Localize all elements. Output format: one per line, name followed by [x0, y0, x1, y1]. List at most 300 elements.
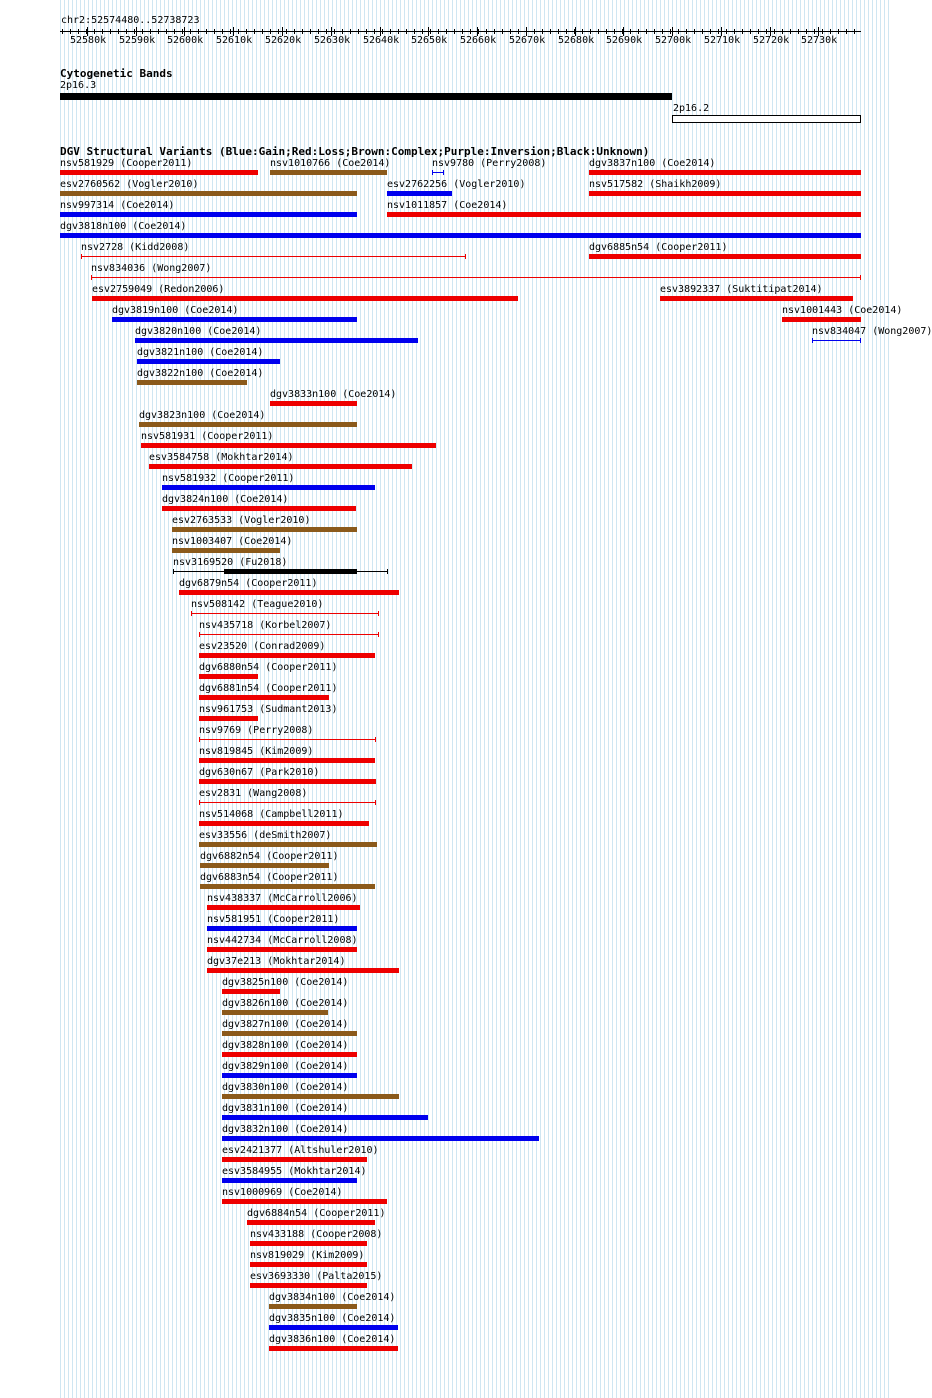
- variant-bar: [224, 569, 357, 574]
- variant-label: dgv3837n100 (Coe2014): [589, 158, 716, 169]
- grid-line: [356, 0, 357, 1398]
- grid-line: [784, 0, 785, 1398]
- ruler-minor-tick: [614, 29, 615, 34]
- variant-label: esv3584758 (Mokhtar2014): [149, 452, 294, 463]
- grid-line: [840, 0, 841, 1398]
- variant-bar: [222, 989, 280, 994]
- ruler-minor-tick: [494, 29, 495, 34]
- ruler-minor-tick: [302, 29, 303, 34]
- grid-line: [752, 0, 753, 1398]
- variant-label: esv33556 (deSmith2007): [199, 830, 332, 841]
- variant-bar: [139, 422, 357, 427]
- ruler-tick-label: 52670k: [509, 35, 546, 46]
- ruler-minor-tick: [422, 29, 423, 34]
- grid-line: [764, 0, 765, 1398]
- grid-line: [668, 0, 669, 1398]
- variant-bar: [172, 527, 357, 532]
- variant-end-tick: [375, 800, 376, 805]
- ruler-minor-tick: [230, 29, 231, 34]
- variant-label: dgv630n67 (Park2010): [199, 767, 320, 778]
- ruler-minor-tick: [174, 29, 175, 34]
- variant-end-tick: [432, 170, 433, 175]
- variant-label: dgv3831n100 (Coe2014): [222, 1103, 349, 1114]
- variant-label: nsv508142 (Teague2010): [191, 599, 324, 610]
- grid-line: [612, 0, 613, 1398]
- ruler-minor-tick: [222, 29, 223, 34]
- grid-line: [776, 0, 777, 1398]
- variant-label: nsv581932 (Cooper2011): [162, 473, 295, 484]
- variant-bar: [112, 317, 357, 322]
- ruler-minor-tick: [294, 29, 295, 34]
- grid-line: [512, 0, 513, 1398]
- ruler-tick-label: 52720k: [753, 35, 790, 46]
- ruler-minor-tick: [606, 29, 607, 34]
- grid-line: [836, 0, 837, 1398]
- grid-line: [344, 0, 345, 1398]
- ruler-minor-tick: [278, 29, 279, 34]
- variant-label: esv3584955 (Mokhtar2014): [222, 1166, 367, 1177]
- ruler-minor-tick: [630, 29, 631, 34]
- variant-end-tick: [199, 800, 200, 805]
- variant-bar: [60, 233, 861, 238]
- variant-bar: [135, 338, 418, 343]
- variant-end-tick: [860, 275, 861, 280]
- grid-line: [796, 0, 797, 1398]
- ruler-minor-tick: [854, 29, 855, 34]
- grid-line: [564, 0, 565, 1398]
- cytoband-label: 2p16.2: [673, 103, 710, 114]
- ruler-minor-tick: [750, 29, 751, 34]
- grid-line: [740, 0, 741, 1398]
- ruler-minor-tick: [782, 29, 783, 34]
- grid-line: [624, 0, 625, 1398]
- grid-line: [548, 0, 549, 1398]
- grid-line: [676, 0, 677, 1398]
- ruler-minor-tick: [558, 29, 559, 34]
- ruler-minor-tick: [158, 29, 159, 34]
- ruler-tick-label: 52610k: [216, 35, 253, 46]
- grid-line: [692, 0, 693, 1398]
- variant-line: [199, 634, 379, 635]
- grid-line: [352, 0, 353, 1398]
- variant-bar: [250, 1283, 367, 1288]
- variant-label: nsv517582 (Shaikh2009): [589, 179, 722, 190]
- grid-line: [552, 0, 553, 1398]
- grid-line: [756, 0, 757, 1398]
- variant-end-tick: [812, 338, 813, 343]
- variant-bar: [589, 191, 861, 196]
- variant-end-tick: [443, 170, 444, 175]
- grid-line: [644, 0, 645, 1398]
- variant-bar: [207, 905, 360, 910]
- ruler-minor-tick: [582, 29, 583, 34]
- variant-bar: [199, 758, 375, 763]
- ruler-minor-tick: [662, 29, 663, 34]
- variant-bar: [199, 716, 258, 721]
- grid-line: [876, 0, 877, 1398]
- grid-line: [576, 0, 577, 1398]
- variant-bar: [199, 674, 258, 679]
- variant-label: dgv6880n54 (Cooper2011): [199, 662, 338, 673]
- variant-label: esv3693330 (Palta2015): [250, 1271, 383, 1282]
- grid-line: [640, 0, 641, 1398]
- ruler-tick-label: 52690k: [606, 35, 643, 46]
- variant-line: [812, 340, 861, 341]
- grid-line: [792, 0, 793, 1398]
- variant-bar: [162, 485, 375, 490]
- ruler-minor-tick: [718, 29, 719, 34]
- variant-bar: [179, 590, 399, 595]
- variant-bar: [589, 170, 861, 175]
- grid-line: [516, 0, 517, 1398]
- grid-line: [724, 0, 725, 1398]
- variant-bar: [222, 1178, 357, 1183]
- ruler-tick-label: 52590k: [119, 35, 156, 46]
- ruler-minor-tick: [798, 29, 799, 34]
- ruler-minor-tick: [462, 29, 463, 34]
- grid-line: [828, 0, 829, 1398]
- grid-line: [656, 0, 657, 1398]
- grid-line: [632, 0, 633, 1398]
- grid-line: [508, 0, 509, 1398]
- grid-line: [844, 0, 845, 1398]
- ruler-minor-tick: [846, 29, 847, 34]
- grid-line: [652, 0, 653, 1398]
- ruler-minor-tick: [646, 29, 647, 34]
- variant-bar: [222, 1199, 387, 1204]
- ruler-minor-tick: [766, 29, 767, 34]
- ruler-minor-tick: [438, 29, 439, 34]
- grid-line: [636, 0, 637, 1398]
- variant-label: dgv3820n100 (Coe2014): [135, 326, 262, 337]
- variant-bar: [60, 170, 258, 175]
- variant-bar: [250, 1241, 367, 1246]
- variant-label: nsv435718 (Korbel2007): [199, 620, 332, 631]
- ruler-minor-tick: [62, 29, 63, 34]
- grid-line: [864, 0, 865, 1398]
- ruler-minor-tick: [254, 29, 255, 34]
- variant-end-tick: [199, 632, 200, 637]
- grid-line: [812, 0, 813, 1398]
- ruler-minor-tick: [758, 29, 759, 34]
- grid-line: [620, 0, 621, 1398]
- grid-line: [596, 0, 597, 1398]
- grid-line: [380, 0, 381, 1398]
- variant-label: dgv3832n100 (Coe2014): [222, 1124, 349, 1135]
- ruler-minor-tick: [550, 29, 551, 34]
- variant-line: [81, 256, 466, 257]
- ruler-minor-tick: [486, 29, 487, 34]
- grid-line: [556, 0, 557, 1398]
- ruler-minor-tick: [790, 29, 791, 34]
- variant-line: [199, 739, 376, 740]
- variant-bar: [269, 1346, 398, 1351]
- ruler-minor-tick: [742, 29, 743, 34]
- ruler-minor-tick: [246, 29, 247, 34]
- variant-label: dgv3823n100 (Coe2014): [139, 410, 266, 421]
- grid-line: [376, 0, 377, 1398]
- grid-line: [524, 0, 525, 1398]
- ruler-minor-tick: [350, 29, 351, 34]
- grid-line: [684, 0, 685, 1398]
- ruler-minor-tick: [598, 29, 599, 34]
- ruler-minor-tick: [238, 29, 239, 34]
- variant-label: dgv3835n100 (Coe2014): [269, 1313, 396, 1324]
- ruler-minor-tick: [446, 29, 447, 34]
- variant-label: nsv1011857 (Coe2014): [387, 200, 508, 211]
- variant-bar: [589, 254, 861, 259]
- ruler-minor-tick: [342, 29, 343, 34]
- ruler-tick-label: 52700k: [655, 35, 692, 46]
- grid-line: [348, 0, 349, 1398]
- variant-label: nsv834036 (Wong2007): [91, 263, 212, 274]
- grid-line: [568, 0, 569, 1398]
- variant-label: nsv1001443 (Coe2014): [782, 305, 903, 316]
- ruler-axis: [60, 31, 861, 32]
- ruler-minor-tick: [206, 29, 207, 34]
- cytoband-label: 2p16.3: [60, 80, 97, 91]
- variant-label: nsv819845 (Kim2009): [199, 746, 314, 757]
- variant-label: esv23520 (Conrad2009): [199, 641, 326, 652]
- ruler-minor-tick: [166, 29, 167, 34]
- grid-line: [860, 0, 861, 1398]
- ruler-tick-label: 52620k: [265, 35, 302, 46]
- grid-line: [680, 0, 681, 1398]
- variant-bar: [199, 842, 377, 847]
- ruler-minor-tick: [214, 29, 215, 34]
- ruler-minor-tick: [270, 29, 271, 34]
- variant-label: dgv3825n100 (Coe2014): [222, 977, 349, 988]
- variant-label: nsv438337 (McCarroll2006): [207, 893, 358, 904]
- variant-bar: [60, 212, 357, 217]
- ruler-minor-tick: [830, 29, 831, 34]
- variant-line: [199, 802, 376, 803]
- grid-line: [744, 0, 745, 1398]
- grid-line: [800, 0, 801, 1398]
- grid-line: [616, 0, 617, 1398]
- ruler-minor-tick: [374, 29, 375, 34]
- variant-bar: [222, 1010, 328, 1015]
- variant-label: dgv6881n54 (Cooper2011): [199, 683, 338, 694]
- cytoband: [60, 93, 672, 100]
- variant-label: dgv3822n100 (Coe2014): [137, 368, 264, 379]
- variant-label: dgv3836n100 (Coe2014): [269, 1334, 396, 1345]
- ruler-tick-label: 52640k: [363, 35, 400, 46]
- ruler-minor-tick: [430, 29, 431, 34]
- variant-bar: [250, 1262, 367, 1267]
- grid-line: [856, 0, 857, 1398]
- grid-line: [808, 0, 809, 1398]
- variant-label: dgv6885n54 (Cooper2011): [589, 242, 728, 253]
- grid-line: [696, 0, 697, 1398]
- variant-bar: [207, 947, 357, 952]
- grid-line: [768, 0, 769, 1398]
- variant-label: dgv6882n54 (Cooper2011): [200, 851, 339, 862]
- grid-line: [360, 0, 361, 1398]
- grid-line: [196, 0, 197, 1398]
- ruler-tick-label: 52650k: [411, 35, 448, 46]
- grid-line: [184, 0, 185, 1398]
- variant-label: dgv3824n100 (Coe2014): [162, 494, 289, 505]
- ruler-minor-tick: [414, 29, 415, 34]
- variant-label: dgv3827n100 (Coe2014): [222, 1019, 349, 1030]
- variant-bar: [162, 506, 356, 511]
- dgv-track-title: DGV Structural Variants (Blue:Gain;Red:Loss;Brown:Complex;Purple:Inversion;Black:Unknown): [60, 145, 650, 158]
- variant-bar: [199, 821, 369, 826]
- ruler-minor-tick: [390, 29, 391, 34]
- grid-line: [540, 0, 541, 1398]
- variant-bar: [222, 1115, 428, 1120]
- ruler-minor-tick: [94, 29, 95, 34]
- ruler-minor-tick: [358, 29, 359, 34]
- grid-line: [712, 0, 713, 1398]
- grid-line: [672, 0, 673, 1398]
- ruler-minor-tick: [838, 29, 839, 34]
- ruler-minor-tick: [638, 29, 639, 34]
- ruler-minor-tick: [710, 29, 711, 34]
- location-label: chr2:52574480..52738723: [61, 15, 200, 26]
- grid-line: [872, 0, 873, 1398]
- variant-label: dgv6884n54 (Cooper2011): [247, 1208, 386, 1219]
- grid-line: [748, 0, 749, 1398]
- variant-label: nsv834047 (Wong2007): [812, 326, 932, 337]
- cytoband: [672, 115, 861, 123]
- ruler-tick-label: 52680k: [558, 35, 595, 46]
- grid-line: [848, 0, 849, 1398]
- variant-label: dgv3826n100 (Coe2014): [222, 998, 349, 1009]
- ruler-tick-label: 52580k: [70, 35, 107, 46]
- variant-label: nsv9769 (Perry2008): [199, 725, 314, 736]
- grid-line: [372, 0, 373, 1398]
- grid-line: [180, 0, 181, 1398]
- grid-line: [700, 0, 701, 1398]
- ruler-minor-tick: [814, 29, 815, 34]
- variant-bar: [207, 968, 399, 973]
- variant-label: esv2760562 (Vogler2010): [60, 179, 199, 190]
- ruler-minor-tick: [478, 29, 479, 34]
- ruler-minor-tick: [726, 29, 727, 34]
- variant-label: dgv3834n100 (Coe2014): [269, 1292, 396, 1303]
- variant-bar: [199, 695, 329, 700]
- variant-label: dgv3829n100 (Coe2014): [222, 1061, 349, 1072]
- grid-line: [628, 0, 629, 1398]
- ruler-minor-tick: [510, 29, 511, 34]
- variant-label: dgv3821n100 (Coe2014): [137, 347, 264, 358]
- variant-bar: [782, 317, 861, 322]
- ruler-minor-tick: [198, 29, 199, 34]
- ruler-tick-label: 52730k: [801, 35, 838, 46]
- variant-bar: [92, 296, 518, 301]
- grid-line: [528, 0, 529, 1398]
- ruler-minor-tick: [286, 29, 287, 34]
- variant-label: esv3892337 (Suktitipat2014): [660, 284, 823, 295]
- ruler-minor-tick: [142, 29, 143, 34]
- variant-label: nsv3169520 (Fu2018): [173, 557, 288, 568]
- grid-line: [608, 0, 609, 1398]
- variant-bar: [222, 1157, 367, 1162]
- variant-bar: [247, 1220, 375, 1225]
- ruler-minor-tick: [678, 29, 679, 34]
- ruler-tick-label: 52660k: [460, 35, 497, 46]
- grid-line: [368, 0, 369, 1398]
- ruler-minor-tick: [470, 29, 471, 34]
- ruler-minor-tick: [366, 29, 367, 34]
- variant-bar: [660, 296, 853, 301]
- grid-line: [708, 0, 709, 1398]
- variant-bar: [387, 212, 861, 217]
- variant-bar: [222, 1052, 357, 1057]
- variant-label: esv2762256 (Vogler2010): [387, 179, 526, 190]
- ruler-minor-tick: [534, 29, 535, 34]
- grid-line: [580, 0, 581, 1398]
- variant-bar: [269, 1304, 357, 1309]
- variant-label: nsv961753 (Sudmant2013): [199, 704, 338, 715]
- grid-line: [588, 0, 589, 1398]
- variant-bar: [270, 170, 387, 175]
- variant-end-tick: [378, 632, 379, 637]
- grid-line: [728, 0, 729, 1398]
- variant-label: nsv1010766 (Coe2014): [270, 158, 391, 169]
- variant-bar: [222, 1073, 357, 1078]
- variant-bar: [269, 1325, 398, 1330]
- variant-bar: [137, 380, 247, 385]
- variant-label: esv2831 (Wang2008): [199, 788, 308, 799]
- variant-label: esv2759049 (Redon2006): [92, 284, 225, 295]
- ruler-minor-tick: [150, 29, 151, 34]
- grid-line: [572, 0, 573, 1398]
- grid-line: [584, 0, 585, 1398]
- variant-end-tick: [378, 611, 379, 616]
- variant-label: dgv37e213 (Mokhtar2014): [207, 956, 346, 967]
- grid-line: [884, 0, 885, 1398]
- variant-bar: [149, 464, 412, 469]
- ruler-minor-tick: [318, 29, 319, 34]
- ruler-minor-tick: [382, 29, 383, 34]
- grid-line: [648, 0, 649, 1398]
- ruler-minor-tick: [542, 29, 543, 34]
- variant-label: nsv1003407 (Coe2014): [172, 536, 293, 547]
- variant-label: nsv581929 (Cooper2011): [60, 158, 193, 169]
- variant-bar: [60, 191, 357, 196]
- variant-end-tick: [387, 569, 388, 574]
- grid-line: [888, 0, 889, 1398]
- grid-line: [176, 0, 177, 1398]
- variant-label: esv2421377 (Altshuler2010): [222, 1145, 379, 1156]
- variant-end-tick: [91, 275, 92, 280]
- variant-label: esv2763533 (Vogler2010): [172, 515, 311, 526]
- variant-end-tick: [860, 338, 861, 343]
- variant-bar: [200, 863, 329, 868]
- grid-line: [880, 0, 881, 1398]
- grid-line: [736, 0, 737, 1398]
- grid-line: [600, 0, 601, 1398]
- grid-line: [780, 0, 781, 1398]
- grid-line: [760, 0, 761, 1398]
- ruler-minor-tick: [702, 29, 703, 34]
- ruler-minor-tick: [654, 29, 655, 34]
- grid-line: [788, 0, 789, 1398]
- grid-line: [820, 0, 821, 1398]
- variant-label: nsv514068 (Campbell2011): [199, 809, 344, 820]
- grid-line: [832, 0, 833, 1398]
- grid-line: [604, 0, 605, 1398]
- variant-bar: [141, 443, 436, 448]
- ruler-minor-tick: [406, 29, 407, 34]
- grid-line: [520, 0, 521, 1398]
- ruler-minor-tick: [502, 29, 503, 34]
- variant-bar: [222, 1136, 539, 1141]
- grid-line: [384, 0, 385, 1398]
